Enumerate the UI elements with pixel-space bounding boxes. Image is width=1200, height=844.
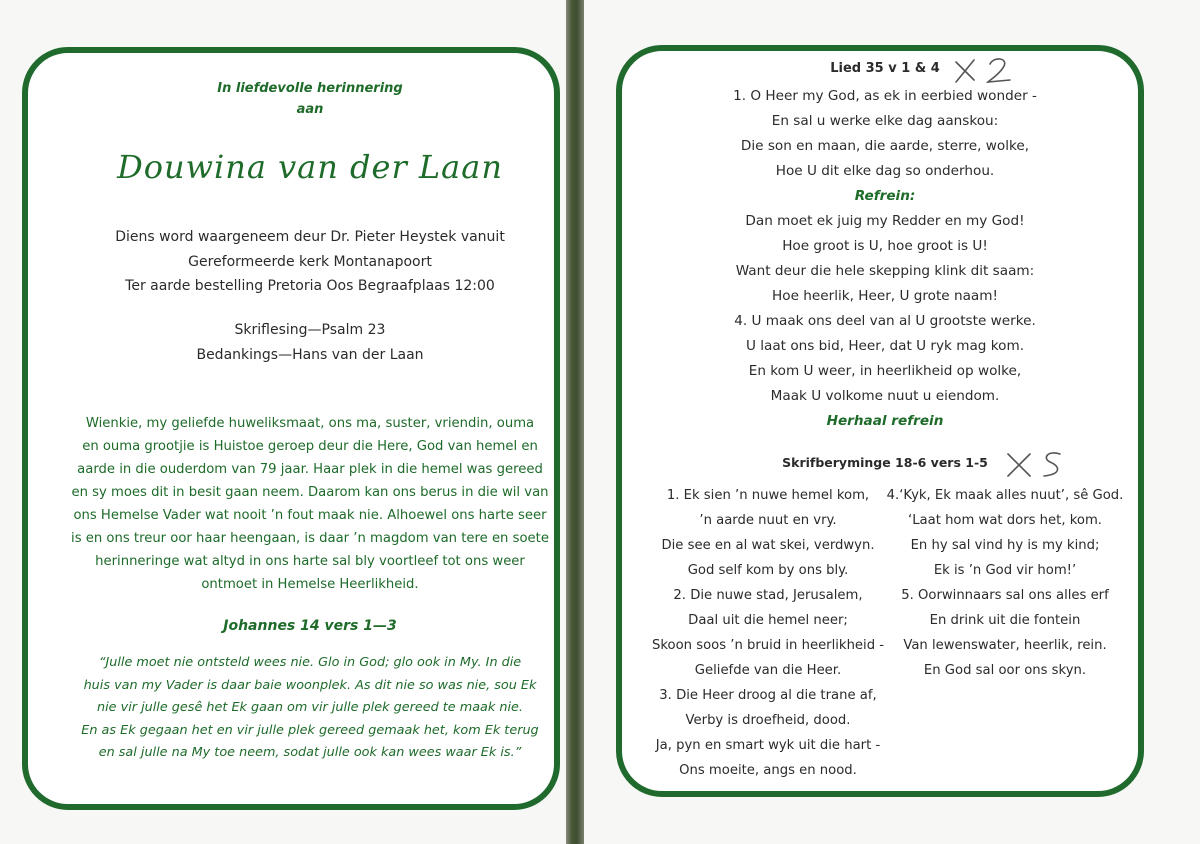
scripture-quote <box>40 652 580 765</box>
memorial-heading <box>40 78 580 120</box>
scripture-heading: Johannes 14 vers 1—3 <box>223 618 397 634</box>
reading-info <box>40 318 580 367</box>
quote-line: en sal julle na My toe neem, sodat julle ook kan wees waar Ek is.” <box>98 745 522 760</box>
psalm-line: Ek is ’n God vir hom!’ <box>933 563 1077 578</box>
hymn-line: Die son en maan, die aarde, sterre, wolke, <box>740 138 1030 154</box>
hymn-line: Hoe heerlik, Heer, U grote naam! <box>772 288 998 304</box>
tribute-line: ons Hemelse Vader wat nooit ’n fout maak nie. Alhoewel ons harte seer <box>73 508 547 523</box>
psalm-line: Skoon soos ’n bruid in heerlikheid - <box>651 638 885 653</box>
hymn-line: 4. U maak ons deel van al U grootste werke. <box>734 313 1036 329</box>
reading-line: Skriflesing—Psalm 23 <box>234 322 386 338</box>
psalm-column-1 <box>636 483 900 783</box>
psalm-column-2 <box>880 483 1130 683</box>
tribute-line: ontmoet in Hemelse Heerlikheid. <box>201 577 419 592</box>
service-info <box>40 225 580 299</box>
tribute-line: Wienkie, my geliefde huweliksmaat, ons ma, suster, vriendin, ouma <box>85 416 535 431</box>
psalm-line: God self kom by ons bly. <box>687 563 849 578</box>
hymn-title: Lied 35 v 1 & 4 <box>830 61 940 76</box>
psalm-line: 2. Die nuwe stad, Jerusalem, <box>673 588 863 603</box>
hymn-line: En sal u werke elke dag aanskou: <box>771 113 999 129</box>
hymn-line: Want deur die hele skepping klink dit saam: <box>735 263 1035 279</box>
hymn-line: U laat ons bid, Heer, dat U ryk mag kom. <box>745 338 1025 354</box>
service-line: Gereformeerde kerk Montanapoort <box>188 253 432 270</box>
service-line: Diens word waargeneem deur Dr. Pieter Heystek vanuit <box>115 229 505 245</box>
psalm-line: ‘Laat hom wat dors het, kom. <box>908 513 1102 528</box>
deceased-name: Douwina van der Laan <box>117 148 503 186</box>
psalm-line: En God sal oor ons skyn. <box>923 663 1087 678</box>
hymn-verses <box>640 84 1130 434</box>
psalm-line: Van lewenswater, heerlik, rein. <box>903 638 1107 653</box>
tribute-line: en ouma grootjie is Huistoe geroep deur die Here, God van hemel en <box>82 439 538 454</box>
hymn-handwritten-annotation <box>950 54 1030 86</box>
psalm-line: Ons moeite, angs en nood. <box>679 763 857 778</box>
psalm-line: 3. Die Heer droog al die trane af, <box>659 688 877 703</box>
repeat-refrain-heading: Herhaal refrein <box>826 413 944 429</box>
psalm-line: En drink uit die fontein <box>929 613 1081 628</box>
quote-line: “Julle moet nie ontsteld wees nie. Glo in God; glo ook in My. In die <box>98 655 522 670</box>
memorial-line: In liefdevolle herinnering <box>217 81 403 96</box>
quote-line: En as Ek gegaan het en vir julle plek gereed gemaak het, kom Ek terug <box>81 722 539 738</box>
psalm-line: En hy sal vind hy is my kind; <box>910 538 1100 553</box>
hymn-line: En kom U weer, in heerlikheid op wolke, <box>748 363 1022 379</box>
quote-line: huis van my Vader is daar baie woonplek. As dit nie so was nie, sou Ek <box>83 677 537 693</box>
hymn-line: Dan moet ek juig my Redder en my God! <box>745 213 1025 229</box>
psalm-line: 4.‘Kyk, Ek maak alles nuut’, sê God. <box>886 488 1124 503</box>
tribute-line: is en ons treur oor haar heengaan, is daar ’n magdom van tere en soete <box>71 531 549 546</box>
quote-line: nie vir julle gesê het Ek gaan om vir julle plek gereed te maak nie. <box>97 700 523 715</box>
tribute-line: aarde in die ouderdom van 79 jaar. Haar plek in die hemel was gereed <box>77 462 543 477</box>
psalm-line: ’n aarde nuut en vry. <box>699 513 837 528</box>
psalm-title: Skrifberyminge 18-6 vers 1-5 <box>782 455 988 470</box>
hymn-line: Hoe groot is U, hoe groot is U! <box>782 238 988 254</box>
tribute-text <box>40 412 580 596</box>
memorial-line: aan <box>296 102 324 117</box>
tribute-line: herinneringe wat altyd in ons harte sal bly voortleef tot ons weer <box>95 554 525 569</box>
tribute-line: en sy moes dit in besit gaan neem. Daarom kan ons berus in die wil van <box>71 485 549 500</box>
psalm-line: Geliefde van die Heer. <box>694 663 842 678</box>
reading-line: Bedankings—Hans van der Laan <box>196 346 424 363</box>
refrain-heading: Refrein: <box>854 188 916 204</box>
psalm-line: Die see en al wat skei, verdwyn. <box>661 538 875 553</box>
service-line: Ter aarde bestelling Pretoria Oos Begraafplaas 12:00 <box>125 278 495 294</box>
hymn-line: Hoe U dit elke dag so onderhou. <box>775 163 995 179</box>
psalm-handwritten-annotation <box>1004 448 1074 480</box>
psalm-line: 1. Ek sien ’n nuwe hemel kom, <box>666 488 870 503</box>
psalm-line: Verby is droefheid, dood. <box>685 713 851 728</box>
psalm-line: Ja, pyn en smart wyk uit die hart - <box>655 738 881 753</box>
psalm-line: Daal uit die hemel neer; <box>688 613 848 628</box>
psalm-line: 5. Oorwinnaars sal ons alles erf <box>901 588 1109 603</box>
hymn-line: Maak U volkome nuut u eiendom. <box>770 388 1000 404</box>
hymn-line: 1. O Heer my God, as ek in eerbied wonder - <box>733 88 1037 104</box>
